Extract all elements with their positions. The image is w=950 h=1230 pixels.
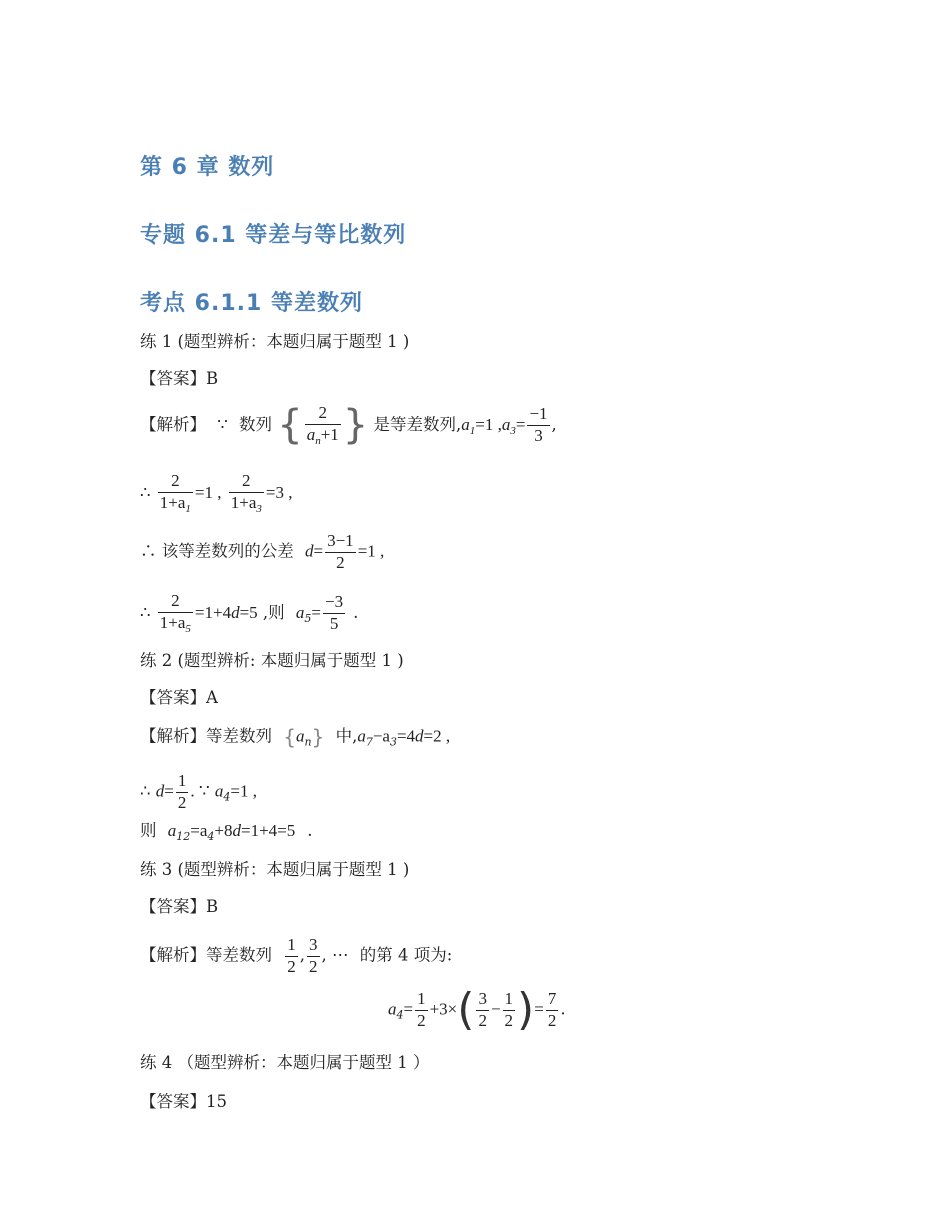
is-arith-text: 是等差数列, <box>373 414 462 434</box>
therefore-symbol: ∴ <box>140 602 151 622</box>
subscript: n <box>315 434 321 447</box>
ex3-fraction-2 <box>307 936 320 976</box>
ex2-analysis-line2: ∴ d= $\frac{1}{2}$ . ∵ $a_4=1$ , <box>140 771 258 812</box>
num: 2 <box>158 472 193 493</box>
ex2-expr-end: =2 , <box>423 726 451 746</box>
l4-then: ,则 <box>262 602 285 622</box>
var-d: d <box>415 726 424 746</box>
ex2-l3-expr: =a <box>190 821 208 840</box>
l4-fraction-2 <box>323 593 345 633</box>
ex2-then: 则 <box>140 821 157 840</box>
eq-end: . <box>560 999 566 1019</box>
subscript: 4 <box>396 1008 404 1022</box>
eq-mid: +3× <box>429 999 458 1019</box>
subscript: n <box>304 735 312 749</box>
l4-a5-eq: = <box>311 602 322 622</box>
num: 7 <box>546 990 559 1011</box>
fraction <box>305 404 341 447</box>
l4-eq2: =5 <box>239 602 258 622</box>
ex2-l2-eq: = <box>164 781 174 801</box>
a3-num: −1 <box>527 405 549 426</box>
num: 1 <box>176 772 189 793</box>
l2-fraction-2 <box>229 472 264 515</box>
ex2-l3-end: =1+4=5 <box>240 821 296 840</box>
ex2-analysis-line3: 则 $a_{12}=a_4+8d=1+4=5$ . <box>140 821 313 843</box>
ex2-l3-expr2: +8 <box>214 821 233 840</box>
point-title: 考点 6.1.1 等差数列 <box>140 291 363 316</box>
seq-word: 数列 <box>239 414 272 434</box>
ex3-tail: 的第 4 项为: <box>359 945 453 965</box>
var-d: d <box>231 602 240 622</box>
left-paren: ( <box>457 984 475 1035</box>
den: 2 <box>417 1010 426 1030</box>
a3-eq: = <box>515 414 526 434</box>
eq-fraction-1 <box>415 990 428 1030</box>
den <box>158 493 193 515</box>
ex4-answer: 【答案】15 <box>140 1092 227 1111</box>
ex1-analysis-line4: ∴ $\frac{2}{1+a_5}$ =1+4d=5 ,则 $a_5=$ $\frac{-3}{5}$ . <box>140 591 359 635</box>
den: 2 <box>547 1010 557 1030</box>
l4-tail: . <box>353 602 359 622</box>
l3-eq: = <box>313 541 324 561</box>
den: 2 <box>336 552 345 572</box>
ex1-label: 练 1 (题型辨析：本题归属于题型 1 ) <box>140 332 410 351</box>
den: 2 <box>504 1010 514 1030</box>
because-symbol: ∵ <box>217 414 228 434</box>
eq-equals: = <box>534 999 544 1019</box>
a3-fraction <box>527 405 549 445</box>
right-brace: } <box>311 725 325 749</box>
ex3-analysis-line1: 【解析】等差数列 $\frac{1}{2}$ , $\frac{3}{2}$ , ⋯ 的第 4 项为: <box>140 935 453 976</box>
ex2-expr: −a <box>372 726 390 746</box>
ex2-a4: =1 , <box>230 781 258 801</box>
ex2-answer: 【答案】A <box>140 688 218 707</box>
den-text: 1+a <box>159 612 186 632</box>
ex2-analysis-text: 【解析】等差数列 <box>140 726 272 746</box>
ex1-analysis-line2 <box>140 472 292 515</box>
analysis-tag: 【解析】 <box>140 414 206 434</box>
ex2-mid: 中, <box>335 726 358 746</box>
num: 1 <box>415 990 428 1011</box>
var-d: d <box>155 781 165 801</box>
therefore-symbol: ∴ <box>140 781 151 801</box>
eq-minus: − <box>490 999 501 1019</box>
var-d: d <box>305 541 314 561</box>
ex1-analysis-line1 <box>140 404 557 447</box>
ex3-dots: , ⋯ <box>321 945 349 965</box>
right-brace: } <box>342 402 369 449</box>
l2-fraction-1 <box>158 472 193 515</box>
ex3-equation <box>388 984 566 1035</box>
ex3-label: 练 3 (题型辨析：本题归属于题型 1 ) <box>140 860 410 879</box>
var-d: d <box>232 821 241 840</box>
var-a: a <box>306 424 316 444</box>
topic-title: 专题 6.1 等差与等比数列 <box>140 223 407 248</box>
ex1-analysis-line3 <box>140 532 384 572</box>
num: 1 <box>503 990 516 1011</box>
eq-start: = <box>403 999 414 1019</box>
ex3-analysis-text: 【解析】等差数列 <box>140 945 272 965</box>
var-a: a <box>295 726 305 746</box>
l2-eq2: =3 , <box>265 482 293 502</box>
num: 1 <box>285 936 298 957</box>
ex1-answer: 【答案】B <box>140 369 219 388</box>
fraction-denominator <box>305 425 341 447</box>
num: 2 <box>158 592 193 613</box>
den <box>158 613 193 635</box>
ex3-fraction-1 <box>285 936 298 976</box>
therefore-symbol: ∴ <box>140 541 157 561</box>
eq-fraction-2 <box>476 990 489 1030</box>
therefore-symbol: ∴ <box>140 482 151 502</box>
ex3-answer: 【答案】B <box>140 897 219 916</box>
a3-den: 3 <box>534 425 543 445</box>
num: 3 <box>476 990 489 1011</box>
ex2-because: . ∵ <box>190 781 210 801</box>
l2-eq1: =1 , <box>194 482 222 502</box>
fraction-numerator: 2 <box>305 404 341 425</box>
left-brace: { <box>277 402 303 449</box>
a1-eq: =1 , <box>475 414 502 434</box>
den: 2 <box>478 1010 487 1030</box>
den: 2 <box>309 956 318 976</box>
l4-eq: =1+4 <box>194 602 232 622</box>
ex2-l3-dot: . <box>307 821 313 840</box>
eq-fraction-4 <box>546 990 559 1030</box>
den <box>229 493 264 515</box>
l3-tail: =1 , <box>357 541 385 561</box>
den: 5 <box>329 613 339 633</box>
var-a: a <box>388 999 397 1019</box>
den: 2 <box>177 792 187 812</box>
num: 3−1 <box>325 532 356 553</box>
ex2-expr-tail: =4 <box>396 726 416 746</box>
eq-fraction-3 <box>503 990 516 1030</box>
l4-fraction-1 <box>158 592 193 635</box>
den: 2 <box>287 956 296 976</box>
den-sub: 1 <box>185 502 191 515</box>
den-sub: 3 <box>256 502 262 515</box>
left-brace: { <box>283 725 296 749</box>
ex2-fraction <box>176 772 189 812</box>
num: 2 <box>229 472 264 493</box>
den-text: 1+a <box>230 492 257 512</box>
den-sub: 5 <box>185 622 191 635</box>
ex2-analysis-line1: 【解析】等差数列 $\{a_n\}$ 中$,a_7-a_3=4d=2$ , <box>140 725 451 749</box>
chapter-title: 第 6 章 数列 <box>140 155 275 180</box>
ex4-label: 练 4 （题型辨析：本题归属于题型 1 ） <box>140 1053 430 1072</box>
ex2-label: 练 2 (题型辨析: 本题归属于题型 1 ) <box>140 651 404 670</box>
l3-text: 该等差数列的公差 <box>161 541 294 561</box>
a3-tail: , <box>551 414 557 434</box>
l3-fraction <box>325 532 356 572</box>
a1-expr: $a_1=1$ $,a_3=$ <box>461 414 526 437</box>
den-text: 1+a <box>159 492 186 512</box>
right-paren: ) <box>517 984 535 1035</box>
num: 3 <box>307 936 320 957</box>
num: −3 <box>323 593 345 614</box>
den-rest: +1 <box>320 424 339 444</box>
